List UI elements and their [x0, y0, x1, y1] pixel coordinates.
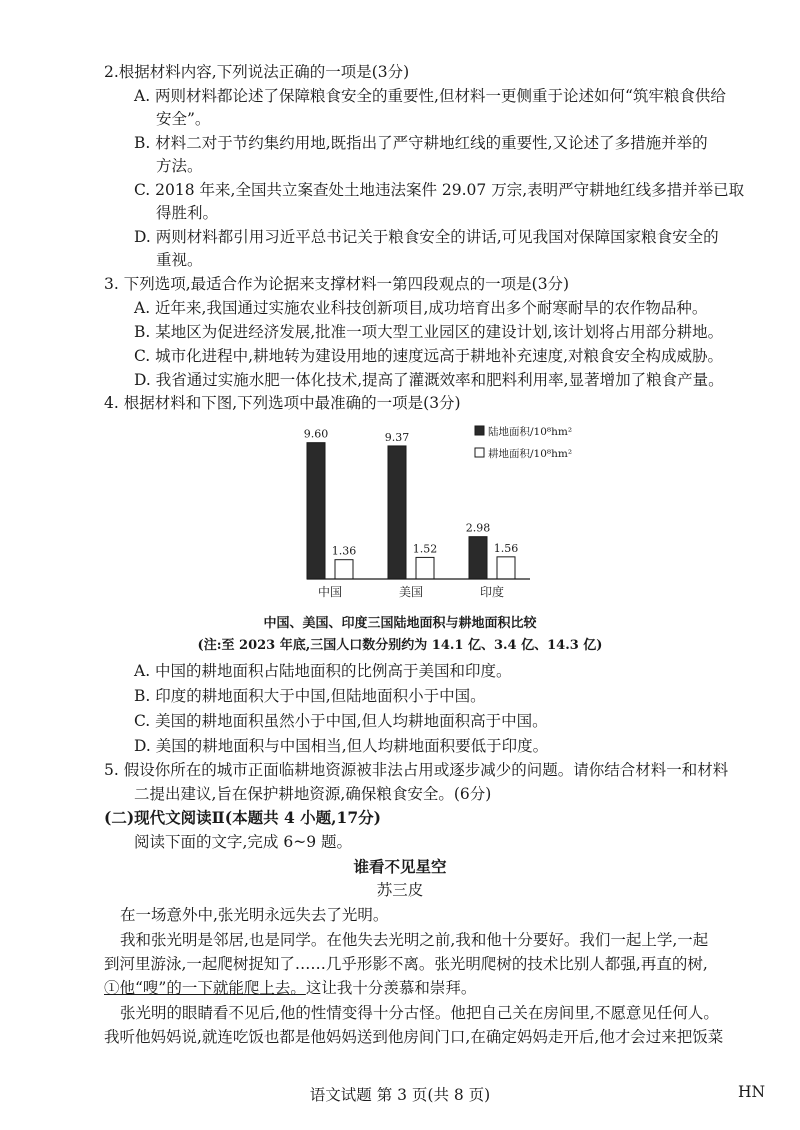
q4-option-d: D. 美国的耕地面积与中国相当,但人均耕地面积要低于印度。: [134, 737, 549, 755]
data-label-美国-arable: 1.52: [412, 542, 438, 556]
q3-option-a: A. 近年来,我国通过实施农业科技创新项目,成功培育出多个耐寒耐旱的农作物品种。: [134, 299, 708, 317]
q4-option-a: A. 中国的耕地面积占陆地面积的比例高于美国和印度。: [134, 662, 512, 680]
data-label-印度-land: 2.98: [465, 521, 491, 535]
story-paragraph-2-line-2: 到河里游泳,一起爬树捉知了……几乎形影不离。张光明爬树的技术比别人都强,再直的树,: [104, 955, 708, 973]
story-author: 苏三皮: [376, 881, 424, 899]
story-title: 谁看不见星空: [353, 857, 447, 876]
story-paragraph-3: 张光明的眼睛看不见后,他的性情变得十分古怪。他把自己关在房间里,不愿意见任何人。: [120, 1004, 719, 1022]
legend-label-0: 陆地面积/10⁸hm²: [488, 426, 573, 438]
q2-option-a-cont: 安全”。: [156, 110, 211, 128]
data-label-中国-land: 9.60: [303, 427, 329, 441]
q5-stem: 5. 假设你所在的城市正面临耕地资源被非法占用或逐步减少的问题。请你结合材料一和材料: [104, 761, 729, 779]
q3-option-c: C. 城市化进程中,耕地转为建设用地的速度远高于耕地补充速度,对粮食安全构成威胁。: [134, 347, 724, 365]
legend-label-1: 耕地面积/10⁸hm²: [488, 448, 573, 460]
data-label-中国-arable: 1.36: [331, 544, 357, 558]
bar-印度-land: [469, 537, 487, 579]
bar-印度-arable: [497, 557, 515, 579]
q2-option-c: C. 2018 年来,全国共立案查处土地违法案件 29.07 万宗,表明严守耕地红线多措并举已取: [134, 181, 745, 199]
story-paragraph-2: 我和张光明是邻居,也是同学。在他失去光明之前,我和他十分要好。我们一起上学,一起: [120, 931, 709, 949]
legend-swatch-1: [475, 448, 484, 457]
q3-option-b: B. 某地区为促进经济发展,批准一项大型工业园区的建设计划,该计划将占用部分耕地。: [134, 323, 724, 341]
story-paragraph-2-line-3: [104, 978, 476, 998]
q4-option-c: C. 美国的耕地面积虽然小于中国,但人均耕地面积高于中国。: [134, 712, 548, 730]
bar-美国-land: [388, 446, 406, 579]
bar-中国-arable: [335, 560, 353, 579]
q4-option-b: B. 印度的耕地面积大于中国,但陆地面积小于中国。: [134, 687, 486, 705]
q2-option-b-cont: 方法。: [156, 157, 203, 175]
sentence-continuation: 这让我十分羡慕和崇拜。: [305, 979, 477, 997]
q3-stem: 3. 下列选项,最适合作为论据来支撑材料一第四段观点的一项是(3分): [104, 275, 570, 293]
bar-美国-arable: [416, 557, 434, 579]
land-area-bar-chart: [280, 418, 620, 610]
q5-stem-cont: 二提出建议,旨在保护耕地资源,确保粮食安全。(6分): [134, 785, 492, 803]
chart-title: 中国、美国、印度三国陆地面积与耕地面积比较: [263, 616, 537, 631]
section-heading: (二)现代文阅读Ⅱ(本题共 4 小题,17分): [104, 808, 381, 827]
reading-instruction: 阅读下面的文字,完成 6~9 题。: [134, 833, 352, 851]
q2-option-d-cont: 重视。: [156, 251, 203, 269]
footer-code: HN: [738, 1083, 766, 1101]
q2-option-d: D. 两则材料都引用习近平总书记关于粮食安全的讲话,可见我国对保障国家粮食安全的: [134, 228, 719, 246]
x-tick-label: 中国: [317, 585, 343, 599]
legend-swatch-0: [475, 426, 484, 435]
q2-option-c-cont: 得胜利。: [156, 204, 219, 222]
q3-option-d: D. 我省通过实施水肥一体化技术,提高了灌溉效率和肥料利用率,显著增加了粮食产量。: [134, 371, 724, 389]
x-tick-label: 美国: [398, 585, 424, 599]
story-paragraph-3-line-2: 我听他妈妈说,就连吃饭也都是他妈妈送到他房间门口,在确定妈妈走开后,他才会过来把饭菜: [104, 1028, 724, 1046]
data-label-美国-land: 9.37: [384, 430, 410, 444]
q2-option-b: B. 材料二对于节约集约用地,既指出了严守耕地红线的重要性,又论述了多措施并举的: [134, 134, 708, 152]
page-footer: 语文试题 第 3 页(共 8 页): [309, 1086, 491, 1104]
x-tick-label: 印度: [479, 585, 505, 599]
underlined-sentence: ①他“嗖”的一下就能爬上去。: [104, 979, 306, 997]
chart-note: (注:至 2023 年底,三国人口数分别约为 14.1 亿、3.4 亿、14.3 亿): [197, 638, 603, 653]
bar-中国-land: [307, 443, 325, 579]
q4-stem: 4. 根据材料和下图,下列选项中最准确的一项是(3分): [104, 394, 461, 412]
q2-stem: 2.根据材料内容,下列说法正确的一项是(3分): [104, 63, 410, 81]
q2-option-a: A. 两则材料都论述了保障粮食安全的重要性,但材料一更侧重于论述如何“筑牢粮食供给: [134, 87, 726, 105]
data-label-印度-arable: 1.56: [493, 541, 519, 555]
story-paragraph-1: 在一场意外中,张光明永远失去了光明。: [120, 906, 389, 924]
